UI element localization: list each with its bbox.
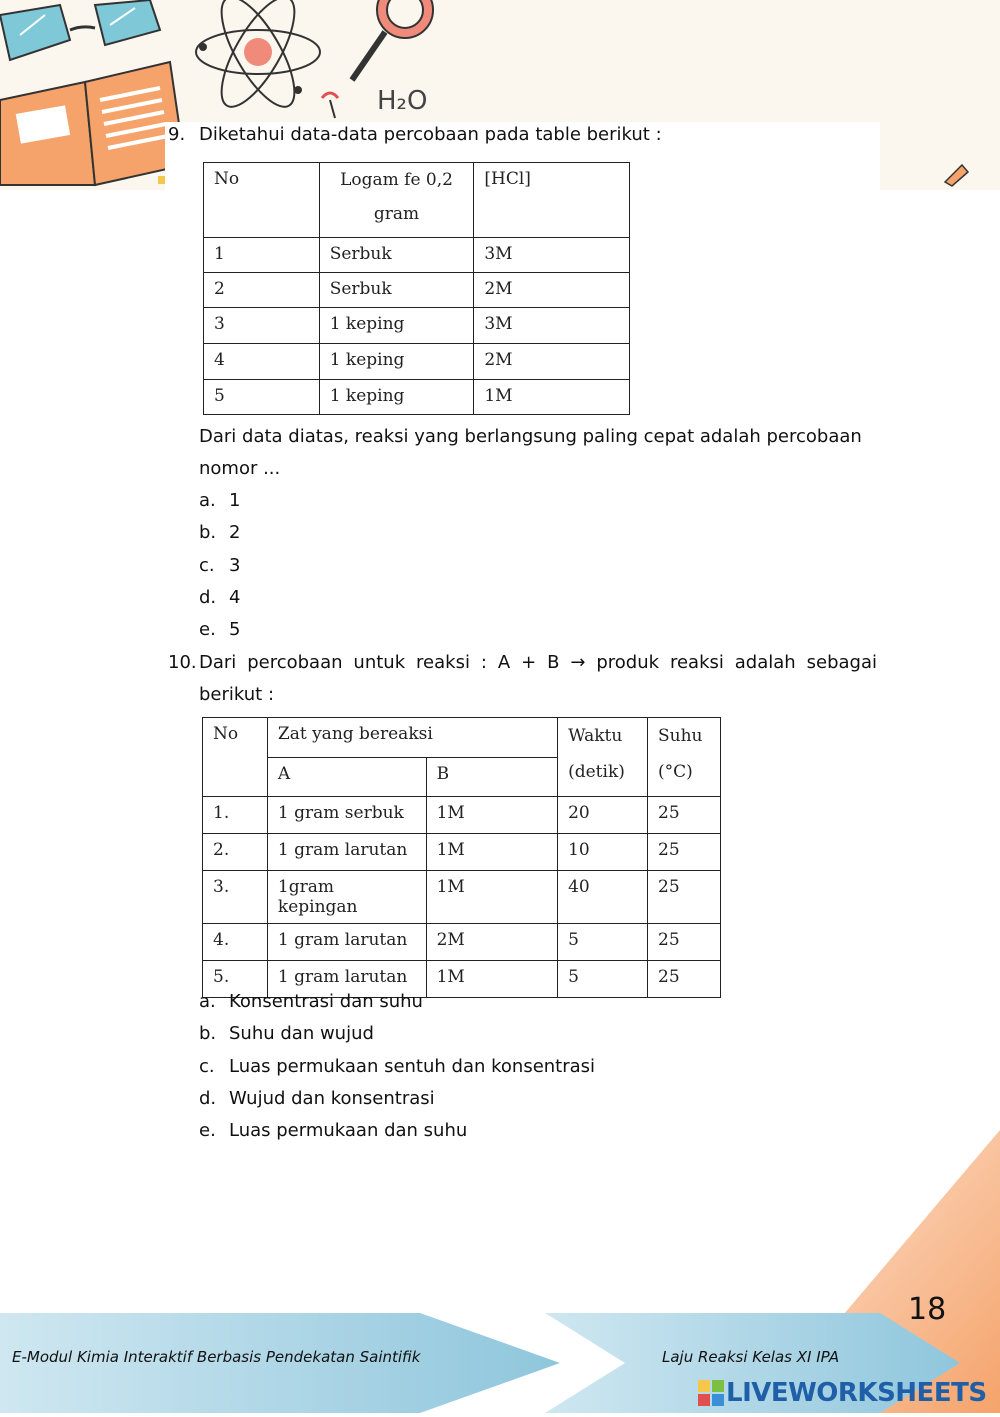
table-header-row: [203, 718, 721, 758]
option-10a[interactable]: [199, 991, 423, 1012]
option-text: Luas permukaan dan suhu: [229, 1120, 468, 1141]
option-text: Wujud dan konsentrasi: [229, 1088, 435, 1109]
table-cell: 1.: [203, 797, 268, 834]
table-cell: 25: [648, 871, 721, 924]
option-text: 2: [229, 522, 241, 543]
footer-module-title: E-Modul Kimia Interaktif Berbasis Pendekatan Saintifik: [12, 1348, 421, 1366]
table-cell: 4: [204, 344, 320, 380]
table-cell: 25: [648, 961, 721, 998]
option-text: Suhu dan wujud: [229, 1023, 374, 1044]
question-9-table: [203, 162, 630, 415]
option-letter: c.: [199, 1056, 215, 1077]
option-letter: b.: [199, 1023, 217, 1044]
table-cell: 1 gram larutan: [267, 834, 426, 871]
option-text: 4: [229, 587, 241, 608]
table-cell: 3M: [474, 308, 630, 344]
liveworksheets-wordmark: LIVEWORKSHEETS: [726, 1378, 987, 1408]
option-text: Luas permukaan sentuh dan konsentrasi: [229, 1056, 596, 1077]
question-9-stem: Diketahui data-data percobaan pada table berikut :: [199, 124, 662, 145]
table-cell: 1 keping: [319, 380, 474, 415]
option-10d[interactable]: [199, 1088, 435, 1109]
table-cell: 2M: [474, 344, 630, 380]
question-9-prompt-line1: Dari data diatas, reaksi yang berlangsung paling cepat adalah percobaan: [199, 426, 862, 447]
question-9-prompt-line2: nomor ...: [199, 458, 281, 479]
option-10c[interactable]: [199, 1056, 595, 1077]
table-cell: 1 keping: [319, 344, 474, 380]
table-header-cell: [HCl]: [474, 163, 630, 238]
option-9d[interactable]: [199, 587, 240, 608]
table-cell: 1M: [426, 797, 558, 834]
table-header-cell: [648, 718, 721, 797]
table-cell: 5: [558, 961, 648, 998]
option-9b[interactable]: [199, 522, 240, 543]
table-cell: 20: [558, 797, 648, 834]
table-cell: 1 gram larutan: [267, 961, 426, 998]
waktu-label: Waktu: [568, 726, 623, 746]
option-letter: d.: [199, 1088, 217, 1109]
table-header-cell: Zat yang bereaksi: [267, 718, 557, 758]
liveworksheets-grid-icon: [698, 1380, 724, 1406]
table-cell: 1 gram serbuk: [267, 797, 426, 834]
option-text: 5: [229, 619, 241, 640]
question-9-number: 9.: [168, 124, 186, 145]
suhu-label: Suhu: [658, 726, 703, 746]
table-cell: 2: [204, 273, 320, 308]
option-text: 1: [229, 490, 241, 511]
table-header-cell: No: [204, 163, 320, 238]
question-10-stem-line1: Dari percobaan untuk reaksi : A + B → produk reaksi adalah sebagai: [199, 652, 877, 673]
table-cell: 25: [648, 924, 721, 961]
table-cell: 1M: [426, 834, 558, 871]
table-row: [204, 308, 630, 344]
table-row: [203, 924, 721, 961]
option-9e[interactable]: [199, 619, 240, 640]
option-10b[interactable]: [199, 1023, 374, 1044]
question-10-stem-line2: berikut :: [199, 684, 275, 705]
table-cell: 1gram kepingan: [267, 871, 426, 924]
table-cell: 5: [558, 924, 648, 961]
option-9c[interactable]: [199, 555, 240, 576]
table-cell: 1M: [426, 961, 558, 998]
table-cell: Serbuk: [319, 273, 474, 308]
table-cell: 1 keping: [319, 308, 474, 344]
table-header-cell: [558, 718, 648, 797]
table-header-cell: Logam fe 0,2 gram: [319, 163, 474, 238]
table-cell: 25: [648, 834, 721, 871]
option-letter: e.: [199, 619, 216, 640]
table-cell: 40: [558, 871, 648, 924]
table-cell: 3M: [474, 238, 630, 273]
option-9a[interactable]: [199, 490, 240, 511]
table-cell: 10: [558, 834, 648, 871]
liveworksheets-logo[interactable]: [698, 1378, 987, 1408]
table-cell: 4.: [203, 924, 268, 961]
table-row: [204, 273, 630, 308]
suhu-unit: (°C): [658, 762, 693, 782]
footer-art-svg: [0, 1130, 1000, 1413]
option-letter: a.: [199, 991, 216, 1012]
waktu-unit: (detik): [568, 762, 625, 782]
table-cell: 2M: [474, 273, 630, 308]
table-cell: 1 gram larutan: [267, 924, 426, 961]
option-text: Konsentrasi dan suhu: [229, 991, 423, 1012]
table-row: [204, 344, 630, 380]
table-row: [204, 238, 630, 273]
table-cell: 1M: [474, 380, 630, 415]
table-header-row: [204, 163, 630, 238]
footer-chapter-title: Laju Reaksi Kelas XI IPA: [662, 1348, 840, 1366]
table-cell: 5.: [203, 961, 268, 998]
table-cell: 2M: [426, 924, 558, 961]
formula-label: H₂O: [377, 86, 428, 116]
table-row: [203, 797, 721, 834]
table-cell: 3.: [203, 871, 268, 924]
option-letter: c.: [199, 555, 215, 576]
option-letter: d.: [199, 587, 217, 608]
question-10-table: [202, 717, 721, 998]
table-cell: 1M: [426, 871, 558, 924]
table-header-cell: A: [267, 757, 426, 797]
table-row: [204, 380, 630, 415]
option-letter: b.: [199, 522, 217, 543]
table-cell: Serbuk: [319, 238, 474, 273]
option-text: 3: [229, 555, 241, 576]
table-cell: 5: [204, 380, 320, 415]
table-cell: 3: [204, 308, 320, 344]
table-header-cell: No: [203, 718, 268, 797]
question-10-number: 10.: [168, 652, 197, 673]
table-cell: 2.: [203, 834, 268, 871]
table-row: [203, 834, 721, 871]
footer-decoration: [0, 1130, 1000, 1413]
table-cell: 25: [648, 797, 721, 834]
option-letter: e.: [199, 1120, 216, 1141]
option-letter: a.: [199, 490, 216, 511]
table-header-cell: B: [426, 757, 558, 797]
page-number: 18: [908, 1292, 947, 1327]
table-cell: 1: [204, 238, 320, 273]
table-row: [203, 871, 721, 924]
